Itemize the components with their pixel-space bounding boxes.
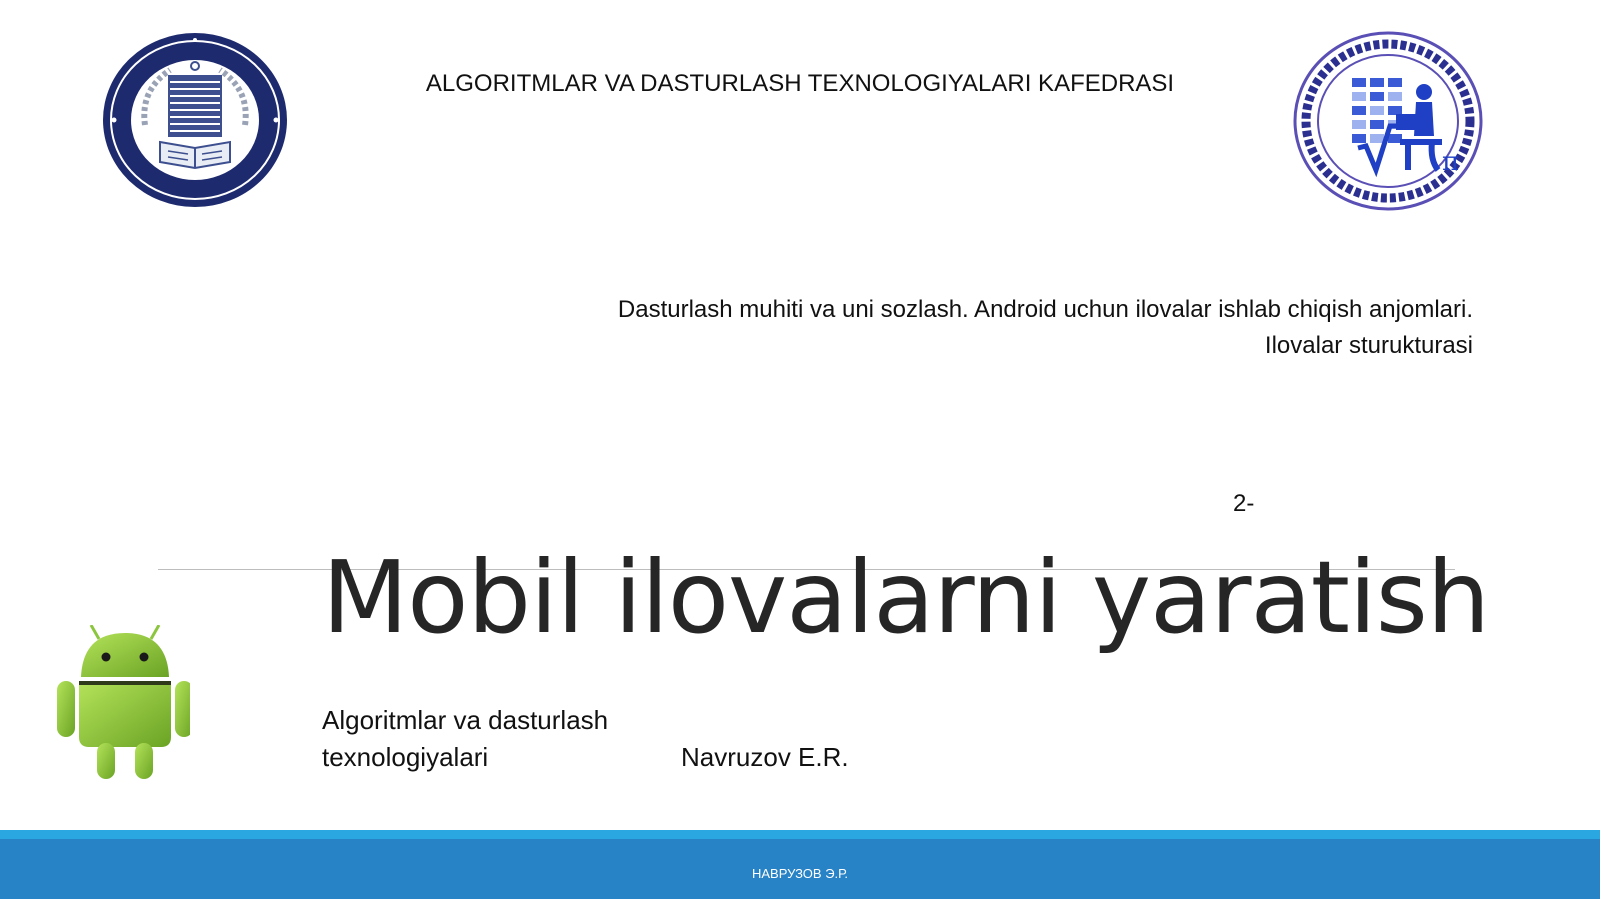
footer-author-text: НАВРУЗОВ Э.Р. [752,866,848,881]
department-line-2: texnologiyalari [322,742,489,772]
department-name [322,702,662,776]
svg-text:π: π [1442,147,1460,177]
author-name: Navruzov E.R. [681,742,849,772]
subtitle-line-1: Dasturlash muhiti va uni sozlash. Android uchun ilovalar ishlab chiqish anjomlari. [617,296,1473,323]
lecture-number: 2- [1233,490,1255,517]
department-line-1: Algoritmlar va dasturlash [322,705,609,735]
faculty-emblem-icon [1292,30,1484,212]
lecture-subtitle [400,292,1473,364]
department-title: ALGORITMLAR VA DASTURLASH TEXNOLOGIYALARI KAFEDRASI [425,70,1175,97]
footer-accent-stripe [0,830,1600,839]
subtitle-line-2: Ilovalar sturukturasi [1264,332,1473,359]
university-seal-icon [100,30,290,210]
android-robot-icon [55,625,190,785]
slide-title: Mobil ilovalarni yaratish [322,539,1490,656]
